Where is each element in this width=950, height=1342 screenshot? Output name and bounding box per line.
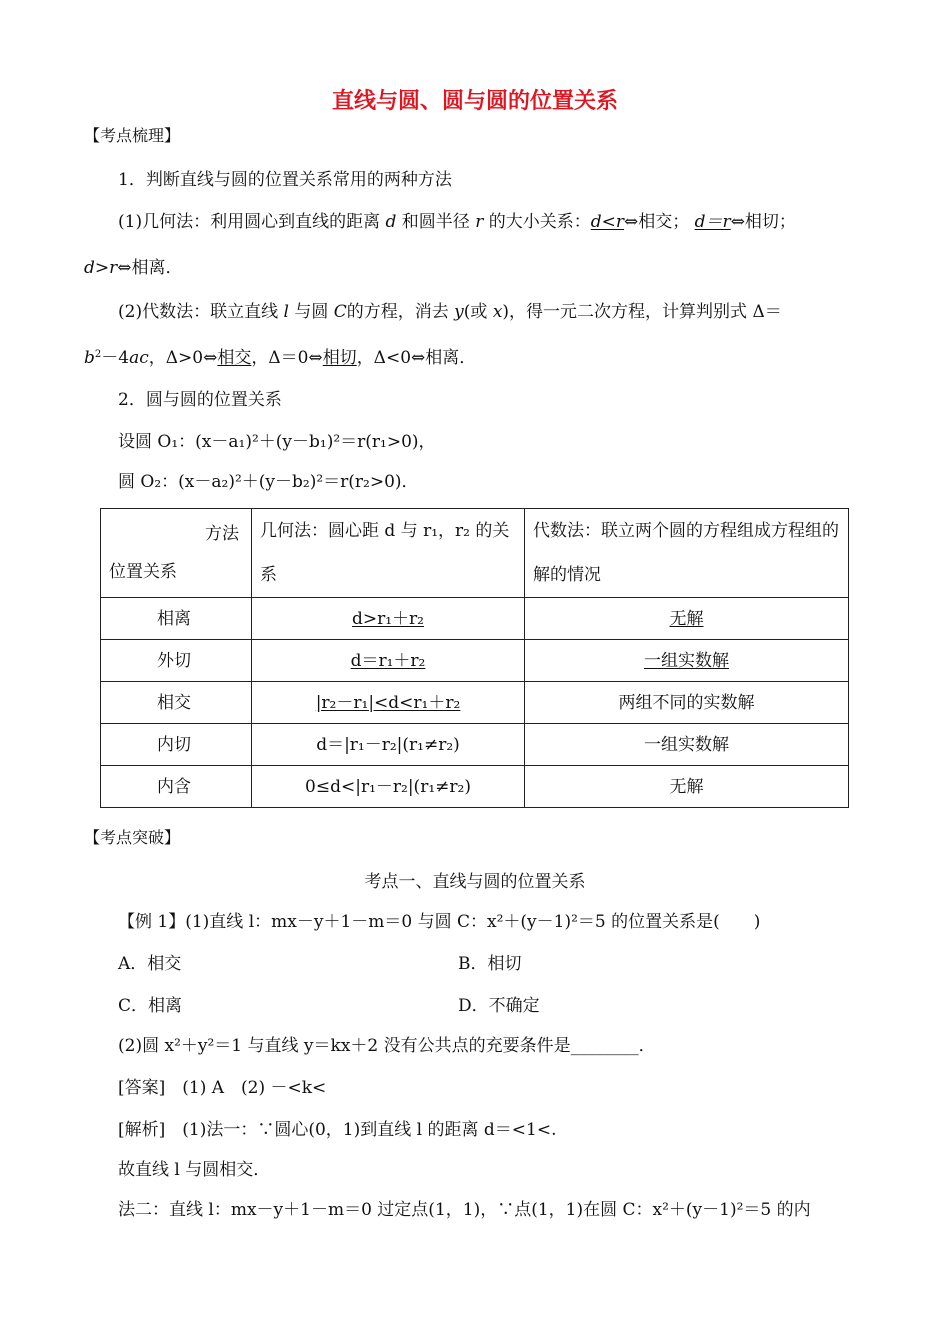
row-relation: 内含 <box>101 766 252 808</box>
point1-heading: 1．判断直线与圆的位置关系常用的两种方法 <box>118 170 452 190</box>
section-heading-breakthrough: 【考点突破】 <box>84 828 181 847</box>
row-algebraic: 一组实数解 <box>525 724 849 766</box>
table-row <box>101 640 849 682</box>
point2-heading: 2．圆与圆的位置关系 <box>118 390 282 410</box>
option-d: D．不确定 <box>458 996 540 1016</box>
circle-o1-equation: 设圆 O₁：(x－a₁)²＋(y－b₁)²＝r(r₁>0)， <box>118 432 436 452</box>
answer-line: [答案] (1) A (2) －<k< <box>118 1078 327 1098</box>
circle-relation-table <box>100 508 849 808</box>
analysis-line: [解析] (1)法一：∵圆心(0，1)到直线 l 的距离 d＝<1<. <box>118 1120 557 1140</box>
row-geometric: 0≤d<|r₁－r₂|(r₁≠r₂) <box>252 766 525 808</box>
table-row <box>101 682 849 724</box>
table-row <box>101 766 849 808</box>
row-relation: 相交 <box>101 682 252 724</box>
circle-o2-equation: 圆 O₂：(x－a₂)²＋(y－b₂)²＝r(r₂>0)． <box>118 472 419 492</box>
option-b: B．相切 <box>458 954 522 974</box>
corner-label-relation: 位置关系 <box>109 562 177 582</box>
conclusion-line: 故直线 l 与圆相交． <box>118 1160 271 1180</box>
row-algebraic: 无解 <box>525 766 849 808</box>
option-c: C．相离 <box>118 996 183 1016</box>
topic-heading: 考点一、直线与圆的位置关系 <box>364 872 586 892</box>
row-algebraic: 两组不同的实数解 <box>525 682 849 724</box>
row-relation: 相离 <box>101 598 252 640</box>
row-geometric: d>r₁＋r₂ <box>252 598 525 640</box>
option-a: A．相交 <box>118 954 182 974</box>
row-geometric: |r₂－r₁|<d<r₁＋r₂ <box>252 682 525 724</box>
row-geometric: d＝|r₁－r₂|(r₁≠r₂) <box>252 724 525 766</box>
table-header-row <box>101 509 849 598</box>
row-relation: 内切 <box>101 724 252 766</box>
table-row <box>101 724 849 766</box>
example1-question: 【例 1】(1)直线 l：mx－y＋1－m＝0 与圆 C：x²＋(y－1)²＝5 的位置关系是( ) <box>118 912 761 932</box>
example1-question-2: (2)圆 x²＋y²＝1 与直线 y＝kx＋2 没有公共点的充要条件是________． <box>118 1036 656 1056</box>
method2-line: 法二：直线 l：mx－y＋1－m＝0 过定点(1，1)，∵点(1，1)在圆 C：x²＋(y－1)²＝5 的内 <box>118 1200 811 1220</box>
row-algebraic: 一组实数解 <box>525 640 849 682</box>
page-title: 直线与圆、圆与圆的位置关系 <box>331 89 618 114</box>
section-heading-review: 【考点梳理】 <box>84 126 181 145</box>
algebraic-method-line-2: $b^2-4ac$，Δ>0⇔相交，Δ＝0⇔相切，Δ<0⇔相离． <box>84 348 477 368</box>
table-corner-cell <box>101 509 252 598</box>
header-geometric: 几何法：圆心距 d 与 r₁，r₂ 的关系 <box>252 509 525 598</box>
corner-label-method: 方法 <box>205 524 239 544</box>
table-row <box>101 598 849 640</box>
algebraic-method-line: (2)代数法：联立直线 l 与圆 C的方程，消去 y(或 x)，得一元二次方程，计算判别式 Δ＝ <box>118 302 782 322</box>
row-relation: 外切 <box>101 640 252 682</box>
row-algebraic: 无解 <box>525 598 849 640</box>
row-geometric: d＝r₁＋r₂ <box>252 640 525 682</box>
header-algebraic: 代数法：联立两个圆的方程组成方程组的解的情况 <box>525 509 849 598</box>
geometric-method-line-2: d>r⇔相离． <box>84 258 183 278</box>
geometric-method-line: (1)几何法：利用圆心到直线的距离 d 和圆半径 r 的大小关系：d<r⇔相交； d＝r⇔相切； <box>118 212 796 232</box>
